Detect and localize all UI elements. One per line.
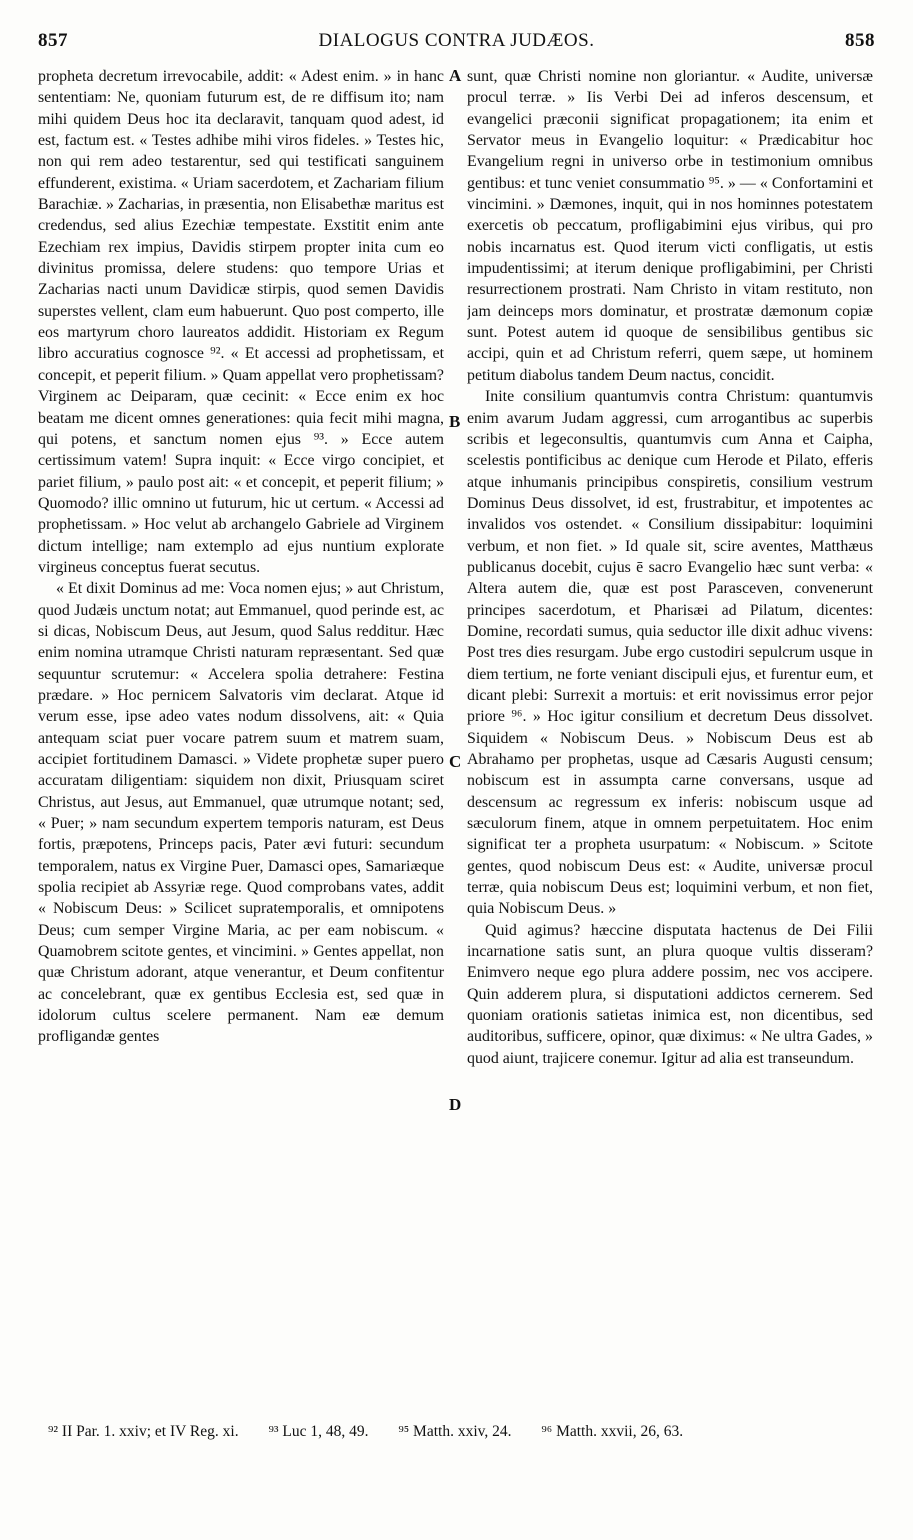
footnote: ⁹⁵ Matth. xxiv, 24. [398, 1423, 512, 1440]
margin-marker-a: A [449, 66, 462, 85]
paragraph: sunt, quæ Christi nomine non gloriantur. « Audite, universæ procul terræ. » Iis Verbi Dei ad inferos descensum, et evangelici præconii significat propagationem; ita enim et Servator meus in Evangelio loquitur: « Prædicabitur hoc Evangelium regni in universo orbe in testimonium omnibus gentibus: et tunc veniet consummatio ⁹⁵. » — « Confortamini et vincimini. » Dæmones, inquit, qui in nos hominnes potestatem exercetis ob peccatum, profligabimini ejus viribus, qui pro nobis incarnatus est. Quod iterum victi confligatis, ut estis impudentissimi; at iterum denique profligabimini, per Christi resurrectionem prostrati. Nam Christo in vitam restituto, non jam deinceps mors dominatur, et prostratæ dæmonum copiæ sunt. Potest autem id quoque de sensibilibus gentibus sic accipi, quin et ad Christum referri, quem sæpe, ut hominem petitum diabolus tandem Deum nactus, concidit. [467, 68, 873, 384]
footnote: ⁹⁶ Matth. xxvii, 26, 63. [541, 1423, 684, 1440]
paragraph: Quid agimus? hæccine disputata hactenus de Dei Filii incarnatione satis sunt, an plura quoque vultis disseram? Enimvero neque ego plura addere possim, nec vos accipere. Quin adderem plura, si disputationi addictos cernerem. Sed quoniam orationis satietas inimica est, non dicentibus, sed auditoribus, sufficere, opinor, quæ diximus: « Ne ultra Gades, » quod aiunt, trajicere conemur. Igitur ad alia est transeundum. [467, 921, 873, 1067]
page-number-left: 857 [38, 30, 68, 51]
page-header [38, 30, 875, 60]
footnote: ⁹³ Luc 1, 48, 49. [268, 1423, 369, 1440]
right-column [467, 66, 873, 1411]
footnote: ⁹² II Par. 1. xxiv; et IV Reg. xi. [48, 1423, 239, 1440]
margin-marker-b: B [449, 412, 461, 431]
paragraph: prophetа decretum irrevocabile, addit: « Adest enim. » in hanc sententiam: Ne, quoniam futurum est, de re diffisum ito; nam mihi quidem Deus hoc ita declaravit, tanquam quod adest, id est, factum est. « Testes adhibe mihi viros fideles. » Testes hic, non qui rem adeo testarentur, sed qui testificati sanguinem effunderent, existima. « Uriam sacerdotem, et Zachariam filium Barachiæ. » Zacharias, in præsentia, non Elisabethæ maritus est credendus, sed alius Ezechiæ tempestate. Exstitit enim ante Ezechiam rex impius, Davidis stirpem propter inita cum eo divinitus promissa, delere studens: quo tempore Urias et Zacharias nacti unum Davidicæ stirpis, quod semen Davidis superstes vellent, clam eum habuerunt. Quo post comperto, ille eos martyrum choro laureatos addidit. Historiam ex Regum libro accuratius cognosce ⁹². « Et accessi ad prophetissam, et concepit, et peperit filium. » Quam appellat vero prophetissam? Virginem ac Deiparam, quæ cecinit: « Ecce enim ex hoc beatam me dicent omnes generationes: quia fecit mihi magna, qui potens, et sanctum nomen ejus ⁹³. » Ecce autem certissimum vatem! Supra inquit: « Ecce virgo concipiet, et pariet filium, » paulo post ait: « et concepit, et peperit filium; » Quomodo? illic omnino ut futurum, hic ut certum. « Accessi ad prophetissam. » Hoc velut ab archangelo Gabriele ad Virginem dictum intellige; nam extemplo ad ejus nuntium explorate virgineus conceptus fuerat secutus. [38, 68, 444, 576]
paragraph: « Et dixit Dominus ad me: Voca nomen ejus; » aut Christum, quod Judæis unctum notat; aut Emmanuel, quod perinde est, ac si dicas, Nobiscum Deus, aut Jesum, quod Salus redditur. Hæc enim nomina utramque Christi naturam repræsentant. Sed quæ sequuntur scrutemur: « Accelera spolia detrahere: Festina prædare. » Hoc pernicem Salvatoris vim declarat. Atque id verum esse, ipse adeo vates nodum dissolvens, ait: « Quia antequam sciat puer vocare patrem suum et matrem suam, accipiet fortitudinem Damasci. » Videte prophetæ super puero accuratam diligentiam: siquidem non dixit, Priusquam sciret Christus, aut Jesus, aut Emmanuel, quæ utrumque notant; sed, « Puer; » nam secundum expertem temporis naturam, est Deus fortis, præpotens, Princeps pacis, Pater ævi futuri: secundum temporalem, natus ex Virgine Puer, Damasci opes, Samariæque spolia recipiet ab Assyriæ rege. Quod comprobans vates, addit « Nobiscum Deus: » Scilicet supratemporalis, et omnipotens Deus; cum semper Virgine Maria, ac per eam nobiscum. « Quamobrem scitote gentes, et vincimini. » Gentes appellat, non quæ Christum adorant, atque venerantur, et Deum confitentur ac concelebrant, quæ ex gentibus Ecclesia est, sed quæ in idolorum cultus scelere permanent. Nam eæ demum profligandæ gentes [38, 580, 444, 1046]
page-number-right: 858 [845, 30, 875, 51]
running-title: DIALOGUS CONTRA JUDÆOS. [318, 30, 595, 51]
paragraph: Inite consilium quantumvis contra Christum: quantumvis enim avarum Judam aggressi, cum arrogantibus ac superbis scribis et legeconsultis, quantumvis cum Anna et Caipha, scelestis pontificibus ac denique cum Herode et Pilato, efferis atque inhumanis principibus conspiretis, consilium vestrum Dominus Deus dissolvet, id est, frustrabitur, et impotentes ac invalidos vos ostendet. « Consilium dissipabitur: loquimini verbum, et non fiet. » Id quale sit, scire aventes, Matthæus publicanus docebit, cujus ē sacro Evangelio hæc sunt verba: « Altera autem die, quæ est post Parasceven, convenerunt principes sacerdotum, et Pharisæi ad Pilatum, dicentes: Domine, recordati sumus, quia seductor ille dixit adhuc vivens: Post tres dies resurgam. Jube ergo custodiri sepulcrum usque in diem tertium, ne forte veniant discipuli ejus, et furentur eum, et dicant plebi: Surrexit a mortuis: et erit novissimus error pejor priore ⁹⁶. » Hoc igitur consilium et decretum Deus dissolvet. Siquidem « Nobiscum Deus. » Nobiscum Deus est ab Abrahamo per prophetas, usque ad Cæsaris Augusti censum; nobiscum est in assumpta carne conversans, usque ad descensum ac regressum ex inferis: nobiscum usque ad sæculorum finem, atque in omnem perpetuitatem. Hoc enim significat ter a propheta usurpatum: « Nobiscum. » Scitote gentes, quod nobiscum Deus est: « Audite, universæ procul terræ, quia nobiscum Deus est; loquimini verbum, et non fiet, quia Nobiscum Deus. » [467, 388, 873, 918]
footnotes [48, 1423, 873, 1441]
left-column [38, 66, 444, 1411]
margin-marker-c: C [449, 752, 462, 771]
margin-marker-d: D [449, 1095, 462, 1114]
